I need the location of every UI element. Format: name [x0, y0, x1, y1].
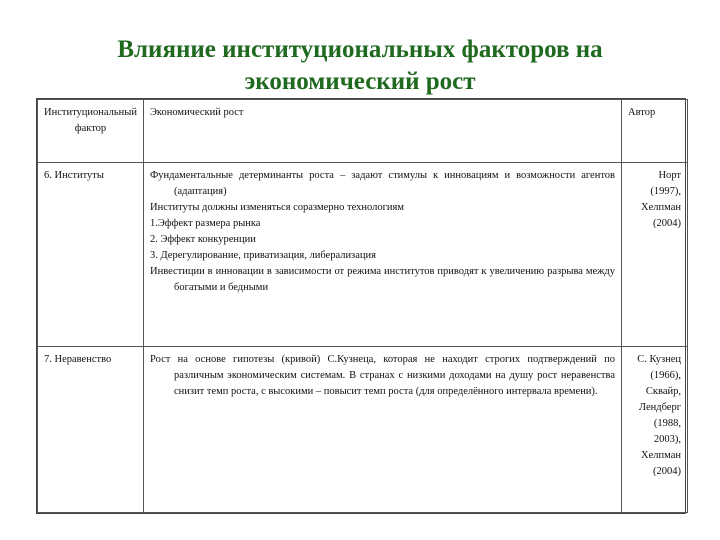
row-factor: 6. Институты	[38, 163, 144, 347]
growth-paragraph: 2. Эффект конкуренции	[150, 234, 256, 245]
factors-table-container	[36, 98, 686, 514]
growth-paragraph: Институты должны изменяться соразмерно технологиям	[150, 202, 404, 213]
slide-title	[40, 34, 680, 98]
factors-table	[37, 99, 688, 513]
header-growth: Экономический рост	[144, 100, 622, 163]
header-factor: Институциональный фактор	[38, 100, 144, 163]
row-author: Норт (1997), Хелпман (2004)	[622, 163, 688, 347]
header-author: Автор	[622, 100, 688, 163]
growth-paragraph: 1.Эффект размера рынка	[150, 218, 261, 229]
growth-paragraph: 3. Дерегулирование, приватизация, либерализация	[150, 250, 376, 261]
table-row	[38, 163, 688, 347]
row-factor: 7. Неравенство	[38, 347, 144, 513]
table-header-row	[38, 100, 688, 163]
table-row	[38, 347, 688, 513]
growth-paragraph: Фундаментальные детерминанты роста – задают стимулы к инновациям и возможности агентов (адаптация)	[150, 170, 615, 197]
slide-title-line-1: Влияние институциональных факторов на	[117, 36, 603, 63]
row-growth-cell	[144, 347, 622, 513]
row-growth-cell	[144, 163, 622, 347]
row-author: С. Кузнец (1966), Сквайр, Лендберг (1988, 2003), Хелпман (2004)	[622, 347, 688, 513]
slide-title-line-2: экономический рост	[244, 68, 476, 95]
growth-paragraph: Инвестиции в инновации в зависимости от режима институтов приводят к увеличению разрыва между богатыми и бедными	[150, 266, 615, 293]
growth-paragraph: Рост на основе гипотезы (кривой) С.Кузнеца, которая не находит строгих подтверждений по различным экономическим системам. В странах с низкими доходами на душу рост неравенства снизит темп роста, с высокими – повысит темп роста (для определённого интервала времени).	[150, 354, 615, 397]
